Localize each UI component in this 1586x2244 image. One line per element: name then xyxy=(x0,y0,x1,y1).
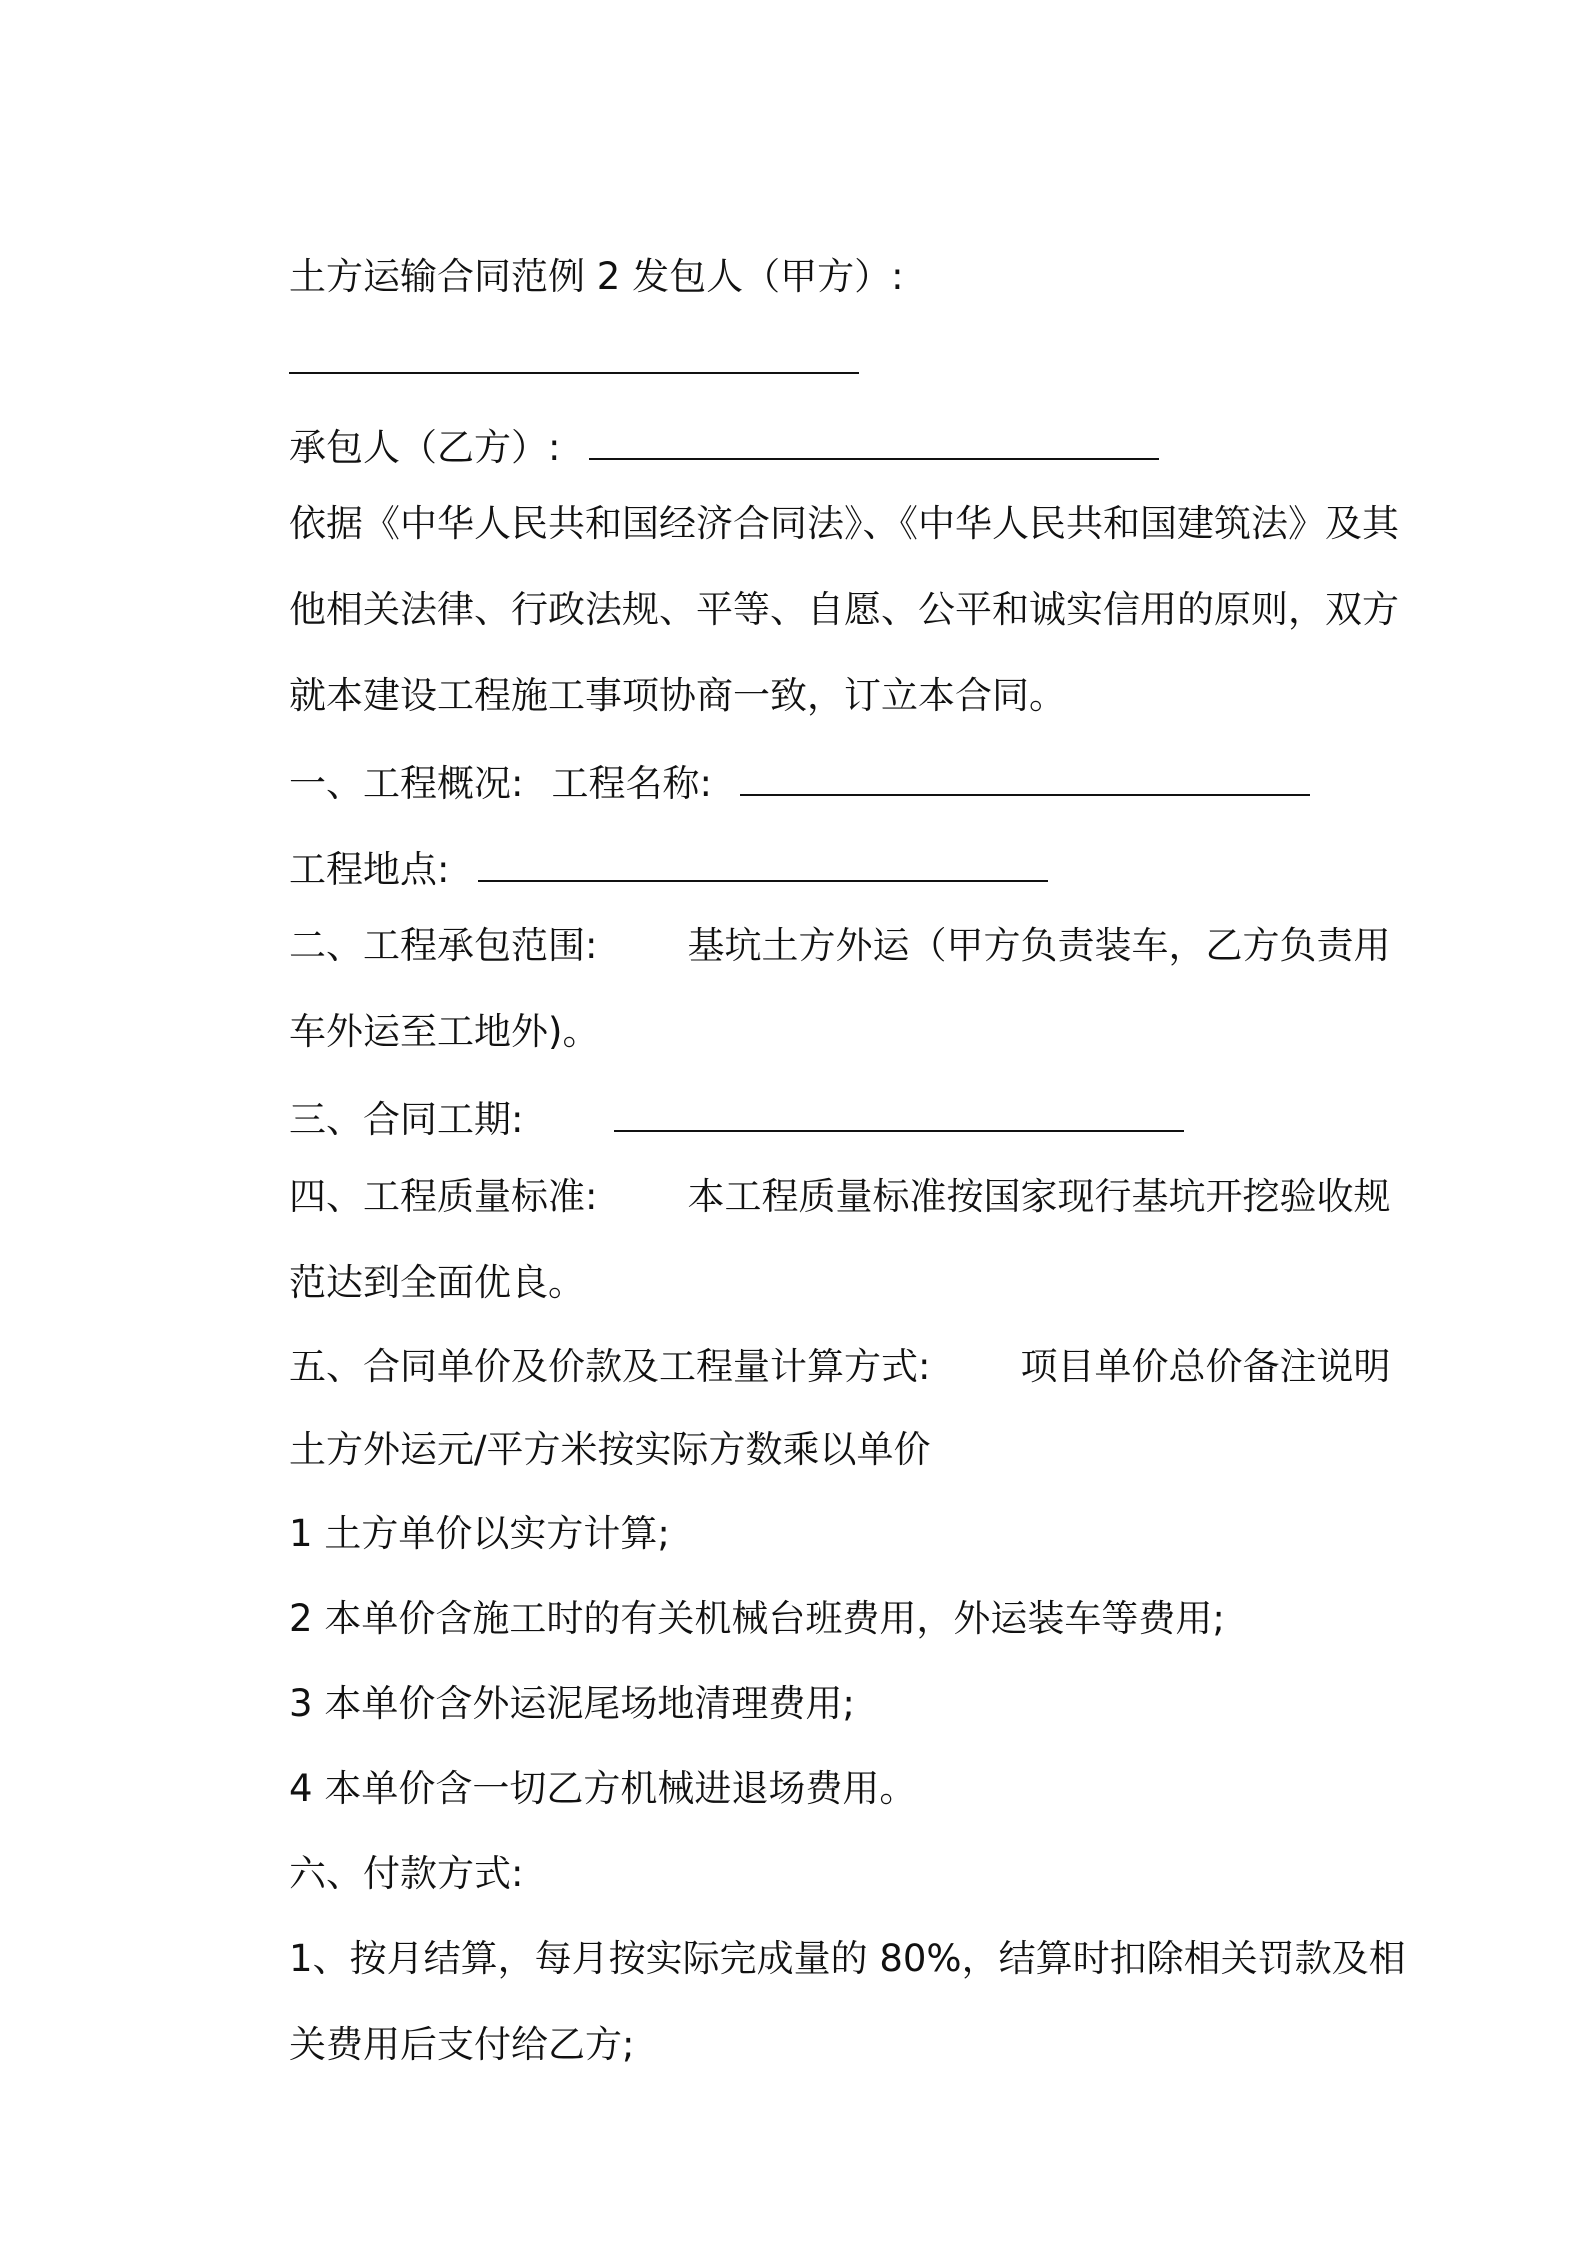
section4-text-1: 本工程质量标准按国家现行基坑开挖验收规 xyxy=(687,1175,1391,1218)
contract-period-blank[interactable] xyxy=(614,1096,1184,1132)
preamble-text-1: 依据《中华人民共和国经济合同法》、《中华人民共和国建筑法》及其 xyxy=(289,502,1400,545)
section5-heading: 五、合同单价及价款及工程量计算方式: xyxy=(289,1345,931,1388)
section2-text-1: 基坑土方外运（甲方负责装车，乙方负责用 xyxy=(687,924,1391,967)
section4-text-2: 范达到全面优良。 xyxy=(289,1261,586,1304)
section6-item1-text-1: 1、按月结算，每月按实际完成量的 80%，结算时扣除相关罚款及相 xyxy=(289,1937,1406,1980)
preamble-text-3: 就本建设工程施工事项协商一致，订立本合同。 xyxy=(289,674,1067,717)
preamble-text-2: 他相关法律、行政法规、平等、自愿、公平和诚实信用的原则，双方 xyxy=(289,588,1400,631)
project-name-blank[interactable] xyxy=(740,760,1310,796)
section1-heading: 一、工程概况: xyxy=(289,762,524,805)
contractor-label: 承包人（乙方）: xyxy=(289,426,561,469)
client-name-blank[interactable] xyxy=(289,338,859,374)
section6-item1-text-2: 关费用后支付给乙方; xyxy=(289,2023,635,2066)
section6-item1-line-2 xyxy=(242,1976,635,2114)
section6-heading: 六、付款方式: xyxy=(289,1852,524,1895)
section5-item-4: 4 本单价含一切乙方机械进退场费用。 xyxy=(289,1767,917,1810)
section5-item-3: 3 本单价含外运泥尾场地清理费用; xyxy=(289,1682,855,1725)
section5-table-header: 项目单价总价备注说明 xyxy=(1020,1345,1391,1388)
project-name-label: 工程名称: xyxy=(551,762,712,805)
section5-item-2: 2 本单价含施工时的有关机械台班费用，外运装车等费用; xyxy=(289,1597,1225,1640)
section3-heading: 三、合同工期: xyxy=(289,1098,524,1141)
section5-row: 土方外运元/平方米按实际方数乘以单价 xyxy=(289,1428,931,1471)
section2-text-2: 车外运至工地外)。 xyxy=(289,1010,600,1053)
project-location-label: 工程地点: xyxy=(289,848,450,891)
section5-item-1: 1 土方单价以实方计算; xyxy=(289,1512,670,1555)
section2-heading: 二、工程承包范围: xyxy=(289,924,598,967)
title-text: 土方运输合同范例 2 发包人（甲方）: xyxy=(289,255,904,298)
section4-heading: 四、工程质量标准: xyxy=(289,1175,598,1218)
